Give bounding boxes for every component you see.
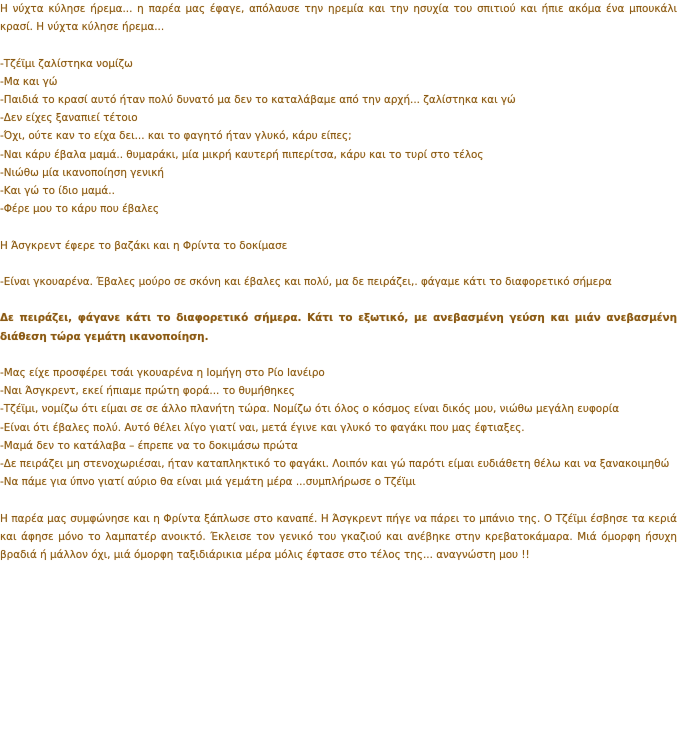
dialogue-line: -Ναι κάρυ έβαλα μαμά.. θυμαράκι, μία μικρή καυτερή πιπερίτσα, κάρυ και το τυρί στο τέλος — [0, 148, 484, 161]
dialogue-line: -Δεν είχες ξαναπιεί τέτοιο — [0, 112, 138, 125]
paragraph-gap — [0, 346, 677, 364]
dialogue-line: -Και γώ το ίδιο μαμά.. — [0, 185, 115, 198]
dialogue-line: -Να πάμε για ύπνο γιατί αύριο θα είναι μιά γεμάτη μέρα ...συμπλήρωσε ο Τζέϊμι — [0, 476, 416, 489]
dialogue-line: -Μαμά δεν το κατάλαβα – έπρεπε να το δοκιμάσω πρώτα — [0, 439, 298, 452]
dialogue-block-2 — [0, 364, 677, 491]
narration-paragraph: Η Άσγκρεντ έφερε το βαζάκι και η Φρίντα το δοκίμασε — [0, 239, 288, 252]
dialogue-line: -Μα και γώ — [0, 75, 58, 88]
dialogue-line: -Μας είχε προσφέρει τσάι γκουαρένα η Ιομήγη στο Ρίο Ιανέιρο — [0, 366, 325, 379]
paragraph-gap — [0, 255, 677, 273]
paragraph-gap — [0, 291, 677, 309]
narration-paragraph: Δε πειράζει, φάγανε κάτι το διαφορετικό σήμερα. Κάτι το εξωτικό, με ανεβασμένη γεύση και μιάν ανεβασμένη διάθεση τώρα γεμάτη ικανοποίηση. — [0, 312, 677, 343]
dialogue-line: -Ναι Άσγκρεντ, εκεί ήπιαμε πρώτη φορά... το θυμήθηκες — [0, 385, 295, 398]
frida-quote-paragraph: -Είναι γκουαρένα. Έβαλες μούρο σε σκόνη και έβαλες και πολύ, μα δε πειράζει,. φάγαμε κάτι το διαφορετικό σήμερα — [0, 276, 612, 288]
paragraph-gap — [0, 36, 677, 54]
dialogue-line: -Φέρε μου το κάρυ που έβαλες — [0, 203, 160, 216]
paragraph-gap — [0, 491, 677, 509]
dialogue-line: -Τζέϊμι ζαλίστηκα νομίζω — [0, 57, 133, 70]
dialogue-block-1 — [0, 55, 677, 219]
paragraph-gap — [0, 218, 677, 236]
intro-paragraph: Η νύχτα κύλησε ήρεμα... η παρέα μας έφαγε, απόλαυσε την ηρεμία και την ησυχία του σπιτιού και ήπιε ακόμα ένα μπουκάλι κρασί. Η νύχτα κύλησε ήρεμα... — [0, 3, 677, 34]
dialogue-line: -Νιώθω μία ικανοποίηση γενική — [0, 166, 165, 179]
dialogue-line: -Δε πειράζει μη στενοχωριέσαι, ήταν καταπληκτικό το φαγάκι. Λοιπόν και γώ παρότι είμαι ευδιάθετη θέλω και να ξανακοιμηθώ — [0, 458, 670, 470]
dialogue-line: -Όχι, ούτε καν το είχα δει... και το φαγητό ήταν γλυκό, κάρυ είπες; — [0, 130, 352, 143]
closing-paragraph: Η παρέα μας συμφώνησε και η Φρίντα ξάπλωσε στο καναπέ. Η Άσγκρεντ πήγε να πάρει το μπάνιο της. Ο Τζέϊμι έσβησε τα κεριά και άφησε μόνο το λαμπατέρ ανοικτό. Έκλεισε τον γενικό του γκαζιού και ανέβηκε στην κρεβατοκάμαρα. Μιά όμορφη ήσυχη βραδιά ή μάλλον όχι, μιά όμορφη ταξιδιάρικια μέρα μόλις έφτασε στο τέλος της... αναγνώστη μου !! — [0, 512, 677, 561]
dialogue-line: -Παιδιά το κρασί αυτό ήταν πολύ δυνατό μα δεν το καταλάβαμε από την αρχή... ζαλίστηκα και γώ — [0, 94, 516, 106]
dialogue-line: -Είναι ότι έβαλες πολύ. Αυτό θέλει λίγο γιατί ναι, μετά έγινε και γλυκό το φαγάκι που μας έφτιαξες. — [0, 421, 525, 434]
dialogue-line: -Τζέϊμι, νομίζω ότι είμαι σε σε άλλο πλανήτη τώρα. Νομίζω ότι όλος ο κόσμος είναι δικός μου, νιώθω μεγάλη ευφορία — [0, 403, 620, 416]
